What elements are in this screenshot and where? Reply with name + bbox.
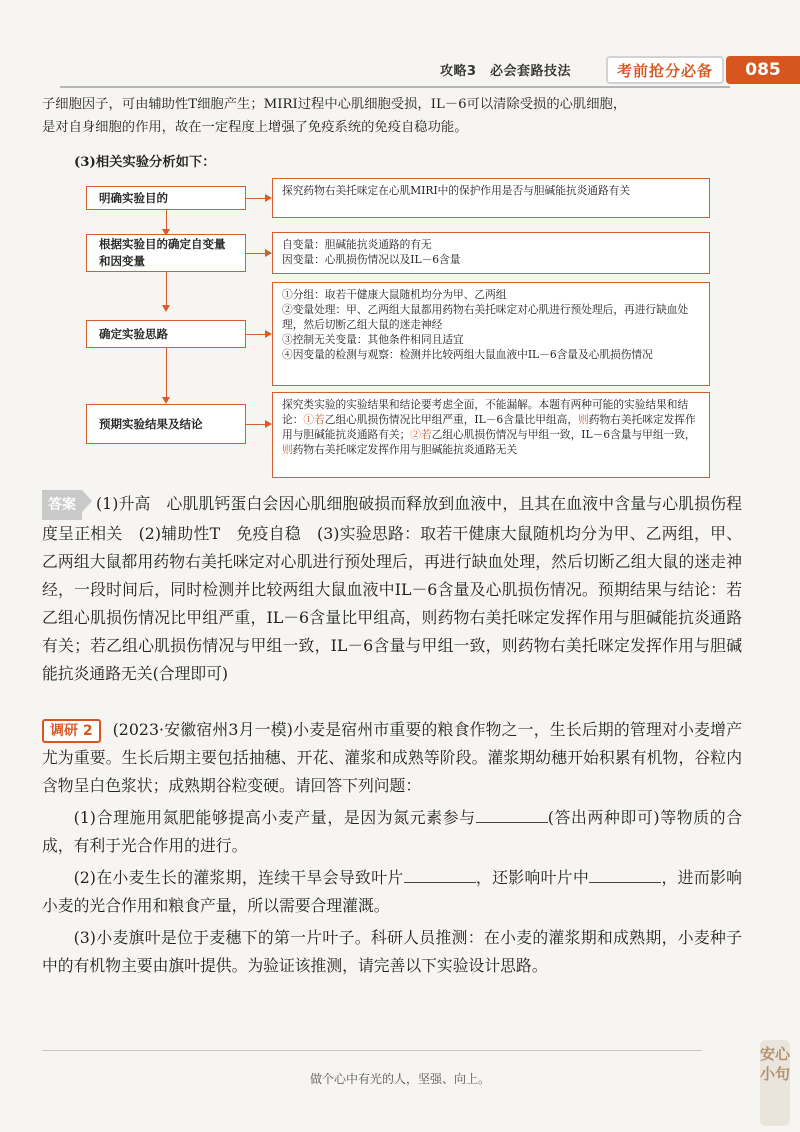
research-label: 调研 2 xyxy=(42,719,101,743)
flow-content-text: 若 xyxy=(314,413,325,426)
flow-step-box xyxy=(86,186,246,210)
flow-step-content xyxy=(272,178,710,218)
research-stem-row xyxy=(42,716,742,800)
flow-content-text: 则 xyxy=(578,413,589,426)
flow-arrow xyxy=(246,198,270,199)
question-2 xyxy=(42,864,742,920)
flow-content-text: ② xyxy=(410,428,421,441)
flow-content-line: 自变量：胆碱能抗炎通路的有无 xyxy=(282,238,432,251)
question-text: (答出两种即可)等物质的合成，有利于光合作用的进行。 xyxy=(42,808,742,855)
flow-arrow xyxy=(246,424,270,425)
subheading: (3)相关实验分析如下： xyxy=(74,155,216,170)
flow-step-content xyxy=(272,282,710,386)
intro-line: 子细胞因子，可由辅助性T细胞产生；MIRI过程中心肌细胞受损，IL－6可以清除受损的心肌细胞， xyxy=(42,97,627,112)
intro-paragraph xyxy=(42,93,742,139)
question-1 xyxy=(42,804,742,860)
side-tab: 安心小句 xyxy=(760,1040,790,1126)
flow-arrow xyxy=(246,334,270,335)
flow-step-label: 确定实验思路 xyxy=(99,326,168,341)
footer-rule xyxy=(42,1050,702,1051)
flow-content-line: ④因变量的检测与观察：检测并比较两组大鼠血液中IL－6含量及心肌损伤情况 xyxy=(282,348,653,361)
question-text: ，进而影响小麦的光合作用和粮食产量，所以需要合理灌溉。 xyxy=(42,868,742,915)
flow-step-label: 根据实验目的确定自变量和因变量 xyxy=(99,237,226,268)
flow-step-box xyxy=(86,320,246,348)
flow-step-label: 预期实验结果及结论 xyxy=(99,416,203,431)
section-title: 攻略3 必会套路技法 xyxy=(440,64,572,79)
flow-arrow xyxy=(166,272,167,310)
research-block xyxy=(42,716,742,980)
flow-step-label: 明确实验目的 xyxy=(99,190,168,205)
answer-blank[interactable] xyxy=(404,869,476,883)
flow-content-text: 药物右美托咪定发挥作用与胆碱能抗炎通路无关 xyxy=(292,443,518,456)
question-3 xyxy=(42,924,742,980)
flow-content-line: ③控制无关变量：其他条件相同且适宜 xyxy=(282,333,464,346)
flow-step-content xyxy=(272,392,710,478)
page-number: 085 xyxy=(726,56,800,84)
answer-text: (1)升高 心肌肌钙蛋白会因心肌细胞破损而释放到血液中，且其在血液中含量与心肌损伤程度呈正相关 (2)辅助性T 免疫自稳 (3)实验思路：取若干健康大鼠随机均分为甲、乙两组，甲、乙两组大鼠都用药物右美托咪定对心肌进行预处理后，再进行缺血处理，然后切断乙组大鼠的迷走神经，一段时间后，同时检测并比较两组大鼠血液中IL－6含量及心肌损伤情况。预期结果与结论：若乙组心肌损伤情况比甲组严重，IL－6含量比甲组高，则药物右美托咪定发挥作用与胆碱能抗炎通路有关；若乙组心肌损伤情况与甲组一致，IL－6含量与甲组一致，则药物右美托咪定发挥作用与胆碱能抗炎通路无关(合理即可) xyxy=(42,494,742,683)
flow-content-text: 探究类实验的实验结果和结论要考虑全面，不能漏解。本题有两种可能的实验结果和结论： xyxy=(282,398,689,426)
flow-content-text: 乙组心肌损伤情况与甲组一致，IL－6含量与甲组一致， xyxy=(431,428,696,441)
flow-content-line: ②变量处理：甲、乙两组大鼠都用药物右美托咪定对心肌进行预处理后，再进行缺血处理，然后切断乙组大鼠的迷走神经 xyxy=(282,303,689,331)
flow-step-content xyxy=(272,232,710,274)
question-text: (1)合理施用氮肥能够提高小麦产量，是因为氮元素参与 xyxy=(73,808,476,827)
flow-content-text: 则 xyxy=(282,443,293,456)
flow-arrow xyxy=(246,253,270,254)
flow-step-box xyxy=(86,234,246,272)
flow-content-line: 因变量：心肌损伤情况以及IL－6含量 xyxy=(282,253,461,266)
question-text: (3)小麦旗叶是位于麦穗下的第一片叶子。科研人员推测：在小麦的灌浆期和成熟期，小麦种子中的有机物主要由旗叶提供。为验证该推测，请完善以下实验设计思路。 xyxy=(42,928,742,975)
header-badge: 考前抢分必备 xyxy=(606,56,724,84)
flow-content-text: 若 xyxy=(420,428,432,441)
footer-motto: 做个心中有光的人，坚强、向上。 xyxy=(309,1072,490,1086)
flow-content-line: ①分组：取若干健康大鼠随机均分为甲、乙两组 xyxy=(282,288,507,301)
header-rule xyxy=(60,86,730,88)
answer-blank[interactable] xyxy=(476,809,548,823)
answer-blank[interactable] xyxy=(589,869,661,883)
flow-content-text: ① xyxy=(303,413,315,426)
flow-content-text: 探究药物右美托咪定在心肌MIRI中的保护作用是否与胆碱能抗炎通路有关 xyxy=(282,184,631,197)
flow-step-box xyxy=(86,404,246,444)
answer-block xyxy=(42,490,742,688)
research-stem: (2023·安徽宿州3月一模)小麦是宿州市重要的粮食作物之一，生长后期的管理对小麦增产尤为重要。生长后期主要包括抽穗、开花、灌浆和成熟等阶段。灌浆期幼穗开始积累有机物，谷粒内含物呈白色浆状；成熟期谷粒变硬。请回答下列问题： xyxy=(42,720,742,795)
intro-line: 是对自身细胞的作用，故在一定程度上增强了免疫系统的免疫自稳功能。 xyxy=(42,120,468,135)
question-text: ，还影响叶片中 xyxy=(475,868,590,887)
page-header xyxy=(0,54,800,88)
flow-content-text: 乙组心肌损伤情况比甲组严重，IL－6含量比甲组高， xyxy=(324,413,579,426)
flow-content-text: 药物右美托咪定发挥作用与胆碱能抗炎通路有关； xyxy=(282,413,696,441)
flow-arrow xyxy=(166,210,167,234)
answer-label: 答案 xyxy=(42,490,82,520)
experiment-flowchart xyxy=(78,174,718,486)
question-text: (2)在小麦生长的灌浆期，连续干旱会导致叶片 xyxy=(73,868,404,887)
flow-arrow xyxy=(166,348,167,402)
